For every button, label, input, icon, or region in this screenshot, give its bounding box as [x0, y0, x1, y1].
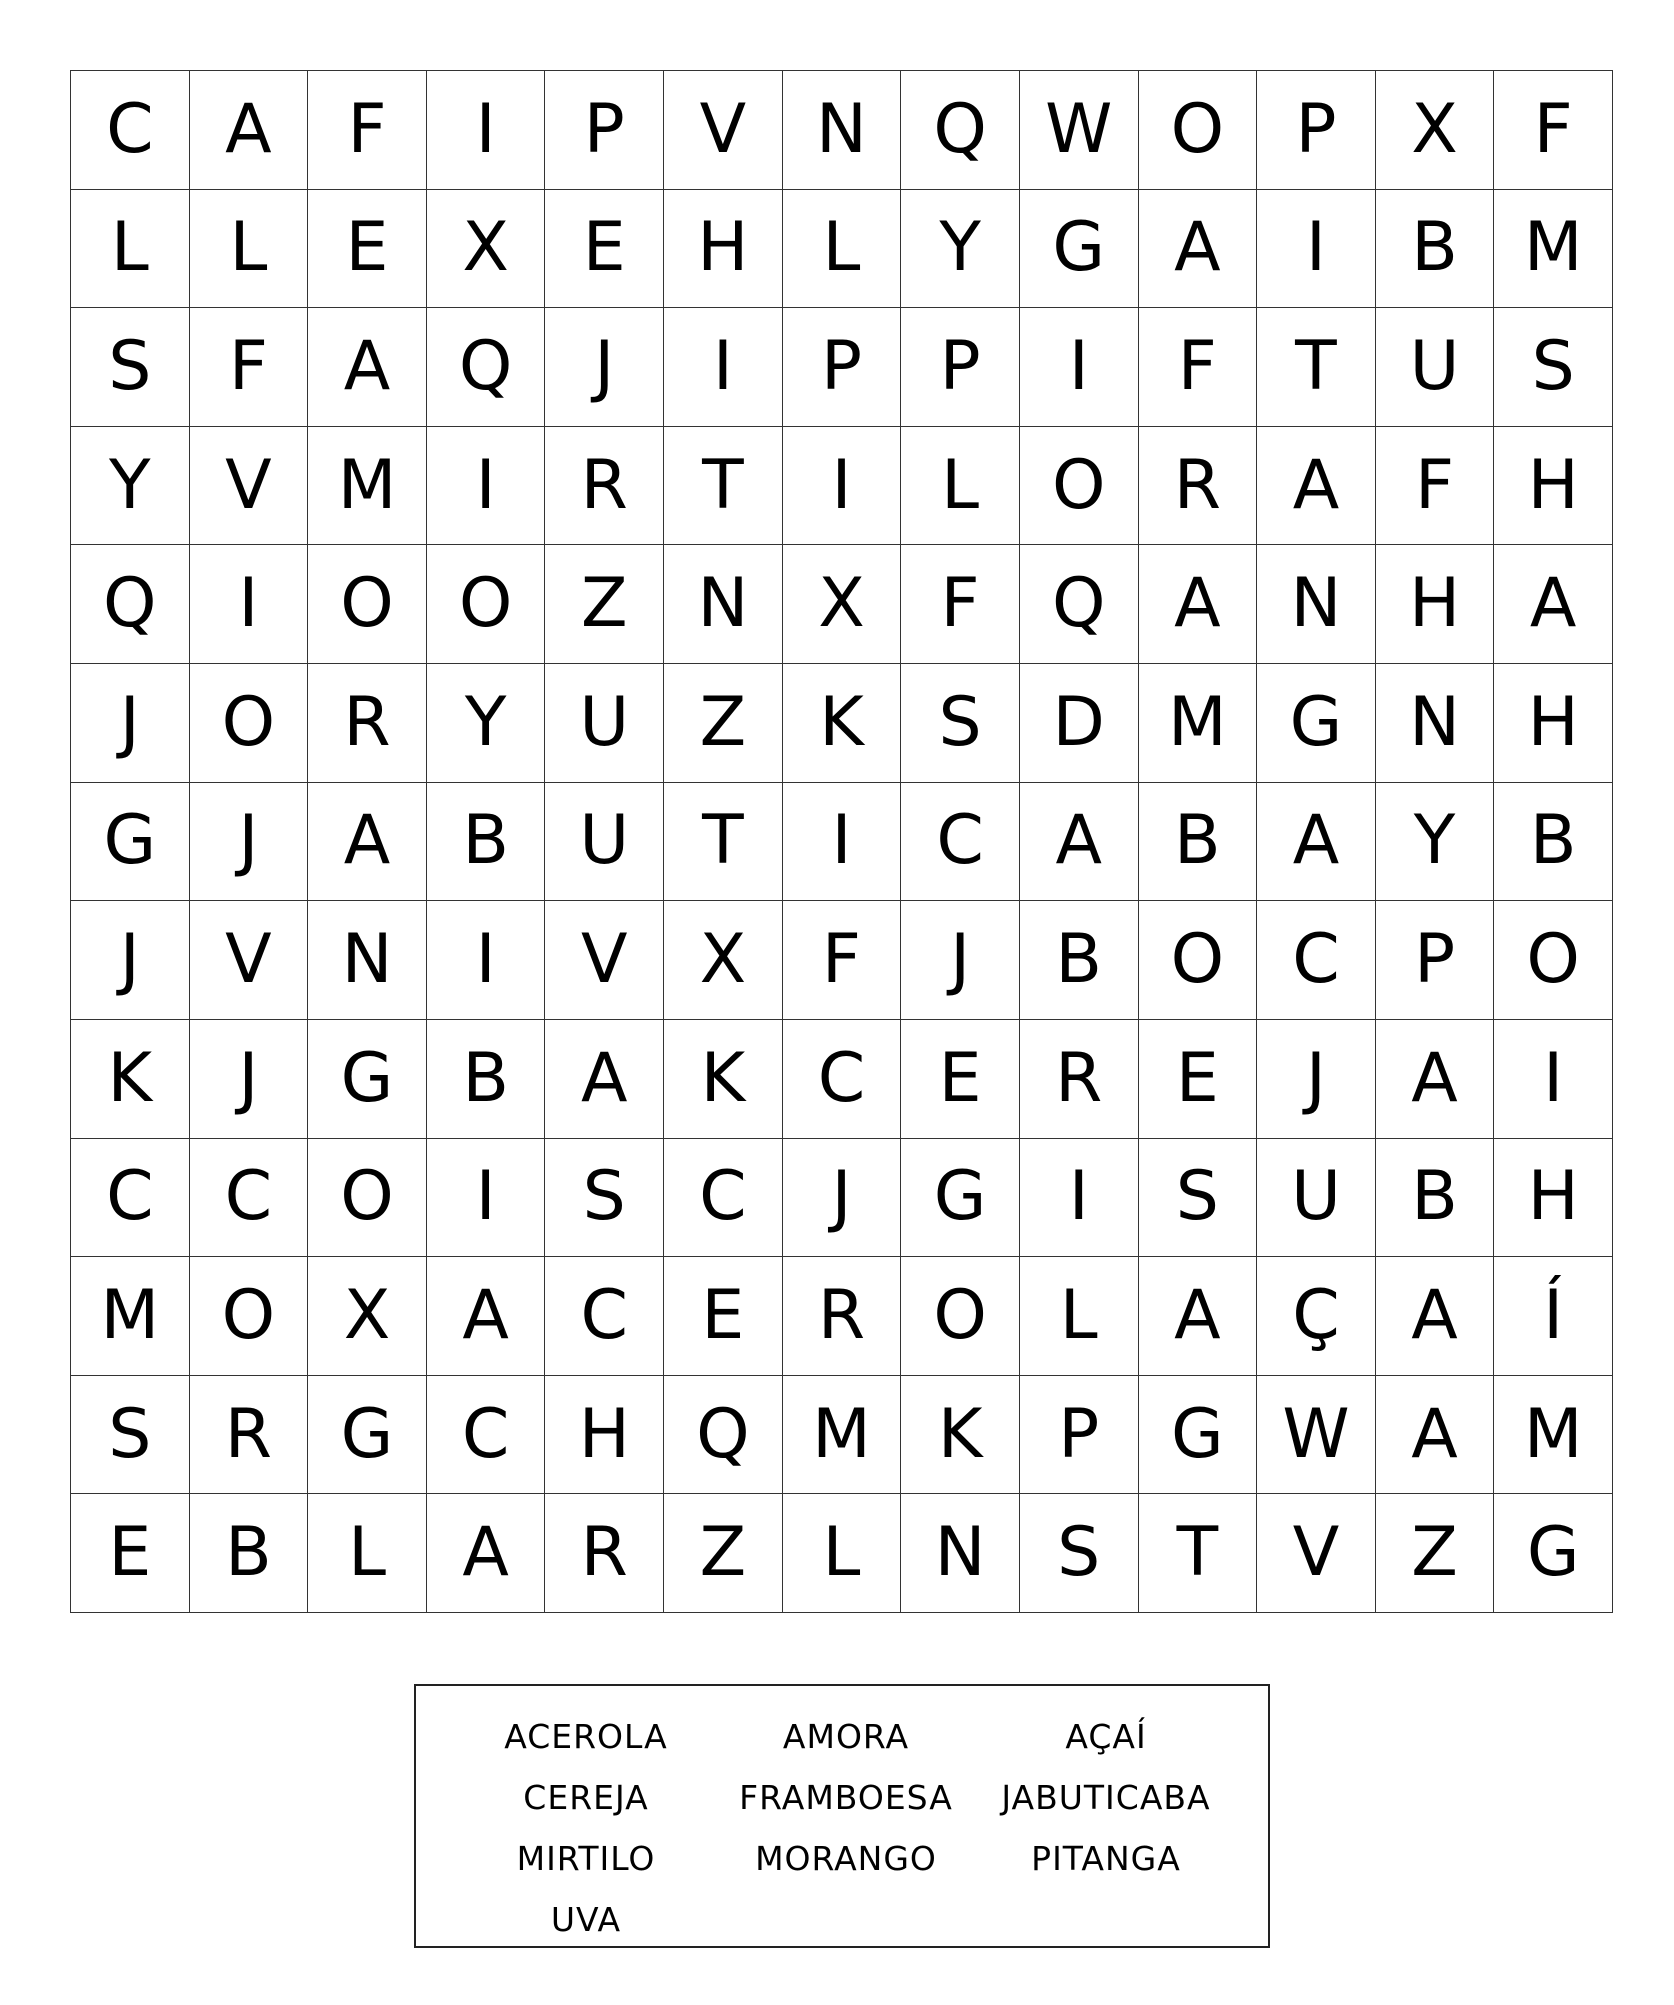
grid-cell[interactable]: Q: [427, 308, 546, 427]
grid-cell[interactable]: K: [783, 664, 902, 783]
grid-cell[interactable]: I: [190, 545, 309, 664]
word-list-item: PITANGA: [1031, 1839, 1181, 1878]
grid-cell[interactable]: O: [1139, 71, 1258, 190]
grid-cell[interactable]: Q: [1020, 545, 1139, 664]
grid-cell[interactable]: E: [664, 1257, 783, 1376]
grid-cell[interactable]: Y: [901, 190, 1020, 309]
grid-cell[interactable]: A: [427, 1257, 546, 1376]
grid-cell[interactable]: Y: [1376, 783, 1495, 902]
grid-cell[interactable]: C: [664, 1139, 783, 1258]
grid-cell[interactable]: G: [1494, 1494, 1613, 1613]
word-list-item: UVA: [550, 1900, 622, 1939]
word-list: [456, 1706, 1236, 1950]
grid-cell[interactable]: H: [664, 190, 783, 309]
word-search-grid: [70, 70, 1613, 1613]
grid-cell[interactable]: H: [545, 1376, 664, 1495]
grid-cell[interactable]: Y: [427, 664, 546, 783]
grid-cell[interactable]: I: [427, 901, 546, 1020]
grid-cell[interactable]: N: [1257, 545, 1376, 664]
grid-cell[interactable]: K: [71, 1020, 190, 1139]
grid-cell[interactable]: X: [308, 1257, 427, 1376]
word-list-item: MIRTILO: [516, 1839, 656, 1878]
grid-cell[interactable]: I: [427, 1139, 546, 1258]
grid-cell[interactable]: E: [901, 1020, 1020, 1139]
grid-cell[interactable]: S: [1020, 1494, 1139, 1613]
grid-cell[interactable]: L: [308, 1494, 427, 1613]
grid-cell[interactable]: S: [71, 1376, 190, 1495]
grid-cell[interactable]: P: [1376, 901, 1495, 1020]
grid-cell[interactable]: Q: [664, 1376, 783, 1495]
grid-cell[interactable]: M: [783, 1376, 902, 1495]
grid-cell[interactable]: R: [783, 1257, 902, 1376]
grid-cell[interactable]: L: [783, 190, 902, 309]
grid-cell[interactable]: B: [427, 783, 546, 902]
grid-cell[interactable]: G: [1020, 190, 1139, 309]
word-list-item: CEREJA: [523, 1778, 649, 1817]
grid-cell[interactable]: Í: [1494, 1257, 1613, 1376]
grid-cell[interactable]: N: [308, 901, 427, 1020]
grid-cell[interactable]: Ç: [1257, 1257, 1376, 1376]
grid-cell[interactable]: O: [901, 1257, 1020, 1376]
grid-cell[interactable]: U: [1376, 308, 1495, 427]
grid-cell[interactable]: O: [1139, 901, 1258, 1020]
grid-cell[interactable]: M: [1494, 1376, 1613, 1495]
grid-cell[interactable]: G: [308, 1376, 427, 1495]
grid-cell[interactable]: O: [190, 664, 309, 783]
grid-cell[interactable]: V: [545, 901, 664, 1020]
grid-cell[interactable]: F: [308, 71, 427, 190]
grid-cell[interactable]: A: [427, 1494, 546, 1613]
grid-cell[interactable]: T: [1257, 308, 1376, 427]
grid-cell[interactable]: O: [1494, 901, 1613, 1020]
grid-cell[interactable]: R: [545, 1494, 664, 1613]
grid-cell[interactable]: E: [1139, 1020, 1258, 1139]
grid-cell[interactable]: S: [1494, 308, 1613, 427]
grid-cell[interactable]: C: [71, 71, 190, 190]
grid-cell[interactable]: B: [1376, 190, 1495, 309]
grid-cell[interactable]: S: [545, 1139, 664, 1258]
grid-cell[interactable]: U: [1257, 1139, 1376, 1258]
grid-cell[interactable]: F: [190, 308, 309, 427]
grid-cell[interactable]: I: [427, 71, 546, 190]
grid-cell[interactable]: V: [664, 71, 783, 190]
grid-cell[interactable]: H: [1494, 664, 1613, 783]
word-list-box: [414, 1684, 1270, 1948]
grid-cell[interactable]: F: [1139, 308, 1258, 427]
grid-cell[interactable]: W: [1020, 71, 1139, 190]
grid-cell[interactable]: F: [1494, 71, 1613, 190]
grid-cell[interactable]: O: [190, 1257, 309, 1376]
grid-cell[interactable]: A: [545, 1020, 664, 1139]
grid-cell[interactable]: L: [190, 190, 309, 309]
grid-cell[interactable]: L: [71, 190, 190, 309]
grid-cell[interactable]: H: [1494, 1139, 1613, 1258]
grid-cell[interactable]: X: [427, 190, 546, 309]
grid-cell[interactable]: R: [190, 1376, 309, 1495]
grid-cell[interactable]: A: [1139, 190, 1258, 309]
grid-cell[interactable]: A: [1257, 427, 1376, 546]
grid-cell[interactable]: H: [1376, 545, 1495, 664]
grid-cell[interactable]: W: [1257, 1376, 1376, 1495]
grid-cell[interactable]: A: [1376, 1257, 1495, 1376]
grid-cell[interactable]: B: [1139, 783, 1258, 902]
grid-cell[interactable]: X: [783, 545, 902, 664]
word-list-item: AMORA: [782, 1717, 910, 1756]
grid-cell[interactable]: A: [308, 308, 427, 427]
grid-cell[interactable]: E: [545, 190, 664, 309]
grid-cell[interactable]: O: [1020, 427, 1139, 546]
grid-cell[interactable]: R: [308, 664, 427, 783]
grid-cell[interactable]: P: [901, 308, 1020, 427]
grid-cell[interactable]: L: [1020, 1257, 1139, 1376]
grid-cell[interactable]: J: [71, 901, 190, 1020]
grid-cell[interactable]: G: [308, 1020, 427, 1139]
grid-cell[interactable]: C: [545, 1257, 664, 1376]
grid-cell[interactable]: X: [664, 901, 783, 1020]
grid-cell[interactable]: Z: [1376, 1494, 1495, 1613]
grid-cell[interactable]: O: [427, 545, 546, 664]
grid-cell[interactable]: K: [901, 1376, 1020, 1495]
grid-cell[interactable]: B: [1376, 1139, 1495, 1258]
grid-cell[interactable]: G: [71, 783, 190, 902]
grid-cell[interactable]: I: [783, 783, 902, 902]
grid-cell[interactable]: Z: [664, 1494, 783, 1613]
grid-cell[interactable]: M: [71, 1257, 190, 1376]
word-list-item: MORANGO: [755, 1839, 937, 1878]
grid-cell[interactable]: Q: [901, 71, 1020, 190]
grid-cell[interactable]: J: [783, 1139, 902, 1258]
word-list-item: JABUTICABA: [1001, 1778, 1211, 1817]
grid-cell[interactable]: B: [1494, 783, 1613, 902]
grid-cell[interactable]: B: [1020, 901, 1139, 1020]
grid-cell[interactable]: R: [545, 427, 664, 546]
grid-cell[interactable]: G: [901, 1139, 1020, 1258]
grid-cell[interactable]: H: [1494, 427, 1613, 546]
grid-cell[interactable]: S: [1139, 1139, 1258, 1258]
grid-cell[interactable]: M: [1494, 190, 1613, 309]
grid-cell[interactable]: P: [545, 71, 664, 190]
grid-cell[interactable]: T: [664, 427, 783, 546]
grid-cell[interactable]: C: [427, 1376, 546, 1495]
grid-cell[interactable]: O: [308, 1139, 427, 1258]
grid-cell[interactable]: I: [664, 308, 783, 427]
grid-cell[interactable]: Z: [545, 545, 664, 664]
grid-cell[interactable]: K: [664, 1020, 783, 1139]
grid-cell[interactable]: B: [427, 1020, 546, 1139]
grid-cell[interactable]: J: [71, 664, 190, 783]
grid-cell[interactable]: N: [783, 71, 902, 190]
grid-cell[interactable]: C: [783, 1020, 902, 1139]
grid-cell[interactable]: I: [783, 427, 902, 546]
grid-cell[interactable]: I: [1020, 1139, 1139, 1258]
grid-cell[interactable]: A: [1376, 1376, 1495, 1495]
grid-cell[interactable]: V: [190, 901, 309, 1020]
grid-cell[interactable]: L: [901, 427, 1020, 546]
grid-cell[interactable]: G: [1257, 664, 1376, 783]
grid-cell[interactable]: C: [71, 1139, 190, 1258]
grid-cell[interactable]: V: [190, 427, 309, 546]
grid-cell[interactable]: Y: [71, 427, 190, 546]
grid-cell[interactable]: P: [1020, 1376, 1139, 1495]
word-list-item: ACEROLA: [504, 1717, 668, 1756]
grid-cell[interactable]: S: [71, 308, 190, 427]
grid-cell[interactable]: R: [1020, 1020, 1139, 1139]
grid-cell[interactable]: A: [1494, 545, 1613, 664]
grid-cell[interactable]: A: [1376, 1020, 1495, 1139]
grid-cell[interactable]: T: [1139, 1494, 1258, 1613]
grid-cell[interactable]: J: [190, 783, 309, 902]
grid-cell[interactable]: A: [190, 71, 309, 190]
grid-cell[interactable]: J: [901, 901, 1020, 1020]
word-list-item: AÇAÍ: [1065, 1717, 1147, 1756]
grid-cell[interactable]: I: [1494, 1020, 1613, 1139]
grid-cell[interactable]: G: [1139, 1376, 1258, 1495]
grid-cell[interactable]: A: [1139, 545, 1258, 664]
grid-cell[interactable]: L: [783, 1494, 902, 1613]
grid-cell[interactable]: X: [1376, 71, 1495, 190]
grid-cell[interactable]: I: [427, 427, 546, 546]
grid-cell[interactable]: A: [308, 783, 427, 902]
grid-cell[interactable]: U: [545, 783, 664, 902]
grid-cell[interactable]: S: [901, 664, 1020, 783]
grid-cell[interactable]: A: [1139, 1257, 1258, 1376]
grid-cell[interactable]: A: [1257, 783, 1376, 902]
grid-cell[interactable]: I: [1020, 308, 1139, 427]
word-list-item: FRAMBOESA: [739, 1778, 953, 1817]
grid-cell[interactable]: C: [190, 1139, 309, 1258]
grid-cell[interactable]: N: [664, 545, 783, 664]
grid-cell[interactable]: I: [1257, 190, 1376, 309]
grid-cell[interactable]: F: [783, 901, 902, 1020]
grid-cell[interactable]: C: [1257, 901, 1376, 1020]
grid-cell[interactable]: P: [783, 308, 902, 427]
grid-cell[interactable]: V: [1257, 1494, 1376, 1613]
grid-cell[interactable]: R: [1139, 427, 1258, 546]
grid-cell[interactable]: M: [308, 427, 427, 546]
grid-cell[interactable]: N: [901, 1494, 1020, 1613]
grid-cell[interactable]: D: [1020, 664, 1139, 783]
grid-cell[interactable]: E: [308, 190, 427, 309]
grid-cell[interactable]: U: [545, 664, 664, 783]
grid-cell[interactable]: A: [1020, 783, 1139, 902]
grid-cell[interactable]: Z: [664, 664, 783, 783]
grid-cell[interactable]: E: [71, 1494, 190, 1613]
grid-cell[interactable]: B: [190, 1494, 309, 1613]
grid-cell[interactable]: P: [1257, 71, 1376, 190]
grid-cell[interactable]: F: [1376, 427, 1495, 546]
grid-cell[interactable]: Q: [71, 545, 190, 664]
grid-cell[interactable]: N: [1376, 664, 1495, 783]
grid-cell[interactable]: J: [1257, 1020, 1376, 1139]
grid-cell[interactable]: O: [308, 545, 427, 664]
grid-cell[interactable]: T: [664, 783, 783, 902]
grid-cell[interactable]: J: [545, 308, 664, 427]
grid-cell[interactable]: J: [190, 1020, 309, 1139]
grid-cell[interactable]: F: [901, 545, 1020, 664]
grid-cell[interactable]: M: [1139, 664, 1258, 783]
grid-cell[interactable]: C: [901, 783, 1020, 902]
